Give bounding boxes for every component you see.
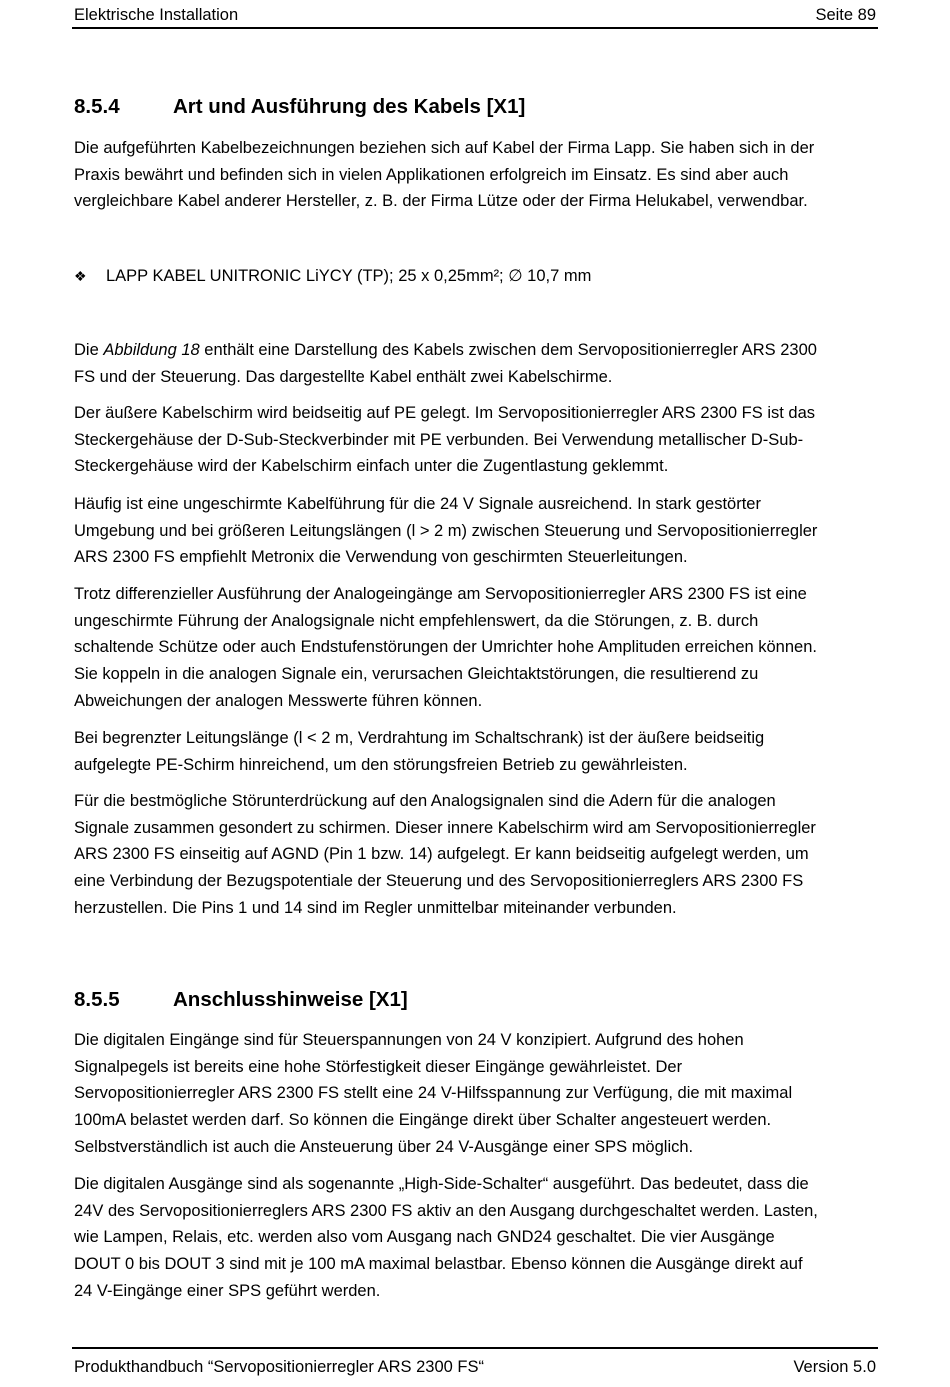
text-line: ARS 2300 FS einseitig auf AGND (Pin 1 bzw. 14) aufgelegt. Er kann beidseitig aufgelegt werden, um [74,845,809,864]
text-line: Umgebung und bei größeren Leitungslängen (l > 2 m) zwischen Steuerung und Servopositionierregler [74,521,818,540]
cable-spec-bullet [74,263,591,289]
paragraph-unshielded-24v [74,491,880,571]
text-line: 24V des Servopositionierreglers ARS 2300 FS aktiv an den Ausgang durchgeschaltet werden. Lasten, [74,1201,818,1220]
text-line: Trotz differenzieller Ausführung der Analogeingänge am Servopositionierregler ARS 2300 FS ist eine [74,585,807,603]
paragraph-limited-length [74,725,880,778]
text-line: DOUT 0 bis DOUT 3 sind mit je 100 mA maximal belastbar. Ebenso können die Ausgänge direkt auf [74,1255,803,1274]
text-line: aufgelegte PE-Schirm hinreichend, um den störungsfreien Betrieb zu gewährleisten. [74,755,688,774]
text-line: Servopositionierregler ARS 2300 FS stellt eine 24 V-Hilfsspannung zur Verfügung, die mit maximal [74,1084,793,1103]
text-line: Selbstverständlich ist auch die Ansteuerung über 24 V-Ausgänge einer SPS möglich. [74,1137,694,1156]
text-line: Steckergehäuse der D-Sub-Steckverbinder mit PE verbunden. Bei Verwendung metallischer D-Sub- [74,430,804,449]
text-line: schaltende Schütze oder auch Endstufenstörungen der Umrichter hohe Amplituden erreichen können. [74,638,817,657]
text-line: Steckergehäuse wird der Kabelschirm einfach unter die Zugentlastung geklemmt. [74,457,669,476]
header-page-number: Seite 89 [815,6,876,24]
section-number: 8.5.4 [74,95,120,118]
section-title: Art und Ausführung des Kabels [X1] [173,95,526,118]
paragraph-figure-reference [74,337,880,390]
text-line [74,337,880,364]
paragraph-analog-signals [74,581,880,715]
text-line: wie Lampen, Relais, etc. werden also vom Ausgang nach GND24 geschaltet. Die vier Ausgänge [74,1228,775,1247]
section-number: 8.5.5 [74,988,120,1011]
section-heading-854 [74,95,525,119]
text-line: Die aufgeführten Kabelbezeichnungen beziehen sich auf Kabel der Firma Lapp. Sie haben sich in der [74,139,815,157]
page-header [72,4,878,29]
section-title: Anschlusshinweise [X1] [173,988,408,1011]
text-line: Häufig ist eine ungeschirmte Kabelführung für die 24 V Signale ausreichend. In stark gestörter [74,495,761,513]
figure-reference-link: Abbildung 18 [103,341,200,359]
paragraph-digital-inputs [74,1027,880,1161]
text-line: Die digitalen Eingänge sind für Steuerspannungen von 24 V konzipiert. Aufgrund des hohen [74,1031,744,1049]
text-run: Die [74,341,104,359]
text-line: 100mA belastet werden darf. So können die Eingänge direkt über Schalter angesteuert werden. [74,1111,772,1130]
paragraph-outer-shield [74,400,880,480]
paragraph-inner-shield [74,788,880,922]
text-line: ungeschirmte Führung der Analogsignale nicht empfehlenswert, da die Störungen, z. B. durch [74,611,759,630]
page-footer [72,1347,878,1377]
text-line: Für die bestmögliche Störunterdrückung auf den Analogsignalen sind die Adern für die analogen [74,792,776,810]
section-heading-855 [74,988,408,1012]
text-line: Bei begrenzter Leitungslänge (l < 2 m, Verdrahtung im Schaltschrank) ist der äußere beidseitig [74,729,765,747]
cable-spec-text: LAPP KABEL UNITRONIC LiYCY (TP); 25 x 0,25mm²; ∅ 10,7 mm [106,267,592,285]
text-line: vergleichbare Kabel anderer Hersteller, z. B. der Firma Lütze oder der Firma Helukabel, verwendbar. [74,192,808,211]
text-line: Die digitalen Ausgänge sind als sogenannte „High-Side-Schalter“ ausgeführt. Das bedeutet, dass die [74,1175,809,1193]
footer-document-title: Produkthandbuch “Servopositionierregler ARS 2300 FS“ [74,1358,484,1376]
text-run: enthält eine Darstellung des Kabels zwischen dem Servopositionierregler ARS 2300 [199,341,817,359]
text-line: Abweichungen der analogen Messwerte führen können. [74,691,483,710]
footer-version: Version 5.0 [793,1358,876,1376]
text-line: ARS 2300 FS empfiehlt Metronix die Verwendung von geschirmten Steuerleitungen. [74,548,688,567]
text-line: Signalpegels ist bereits eine hohe Störfestigkeit dieser Eingänge gewährleistet. Der [74,1057,683,1076]
paragraph-digital-outputs [74,1171,880,1305]
header-chapter-title: Elektrische Installation [74,6,239,24]
text-line: eine Verbindung der Bezugspotentiale der Steuerung und des Servopositionierreglers ARS 2300 FS [74,872,804,891]
paragraph-intro [74,135,880,215]
text-line: herzustellen. Die Pins 1 und 14 sind im Regler unmittelbar miteinander verbunden. [74,898,677,917]
text-line: FS und der Steuerung. Das dargestellte Kabel enthält zwei Kabelschirme. [74,367,613,386]
text-line: 24 V-Eingänge einer SPS geführt werden. [74,1281,381,1300]
text-line: Sie koppeln in die analogen Signale ein, verursachen Gleichtaktstörungen, die resultierend zu [74,665,759,684]
text-line: Signale zusammen gesondert zu schirmen. Dieser innere Kabelschirm wird am Servopositionierregler [74,818,816,837]
diamond-bullet-icon: ❖ [74,268,87,284]
text-line: Der äußere Kabelschirm wird beidseitig auf PE gelegt. Im Servopositionierregler ARS 2300 FS ist das [74,404,816,422]
text-line: Praxis bewährt und befinden sich in vielen Applikationen erfolgreich im Einsatz. Es sind aber auch [74,165,789,184]
